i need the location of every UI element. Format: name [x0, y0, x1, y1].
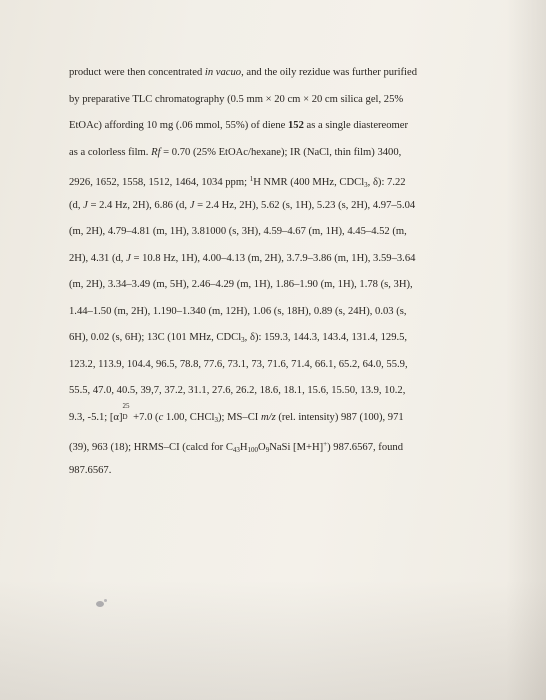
paragraph-line: 987.6567.: [69, 464, 112, 476]
paragraph-line: 2H), 4.31 (d, J = 10.8 Hz, 1H), 4.00–4.13 (m, 2H), 3.7.9–3.86 (m, 1H), 3.59–3.64: [69, 252, 416, 264]
paragraph-line: (39), 963 (18); HRMS–CI (calcd for $C_{43}H_{100}O_9NaSi$ [M+H]+) 987.6567, found: [69, 440, 404, 454]
paragraph-line: 55.5, 47.0, 40.5, 39,7, 37.2, 31.1, 27.6, 26.2, 18.6, 18.1, 15.6, 15.50, 13.9, 10.2,: [69, 385, 406, 396]
paragraph-line: (m, 2H), 4.79–4.81 (m, 1H), 3.81000 (s, 3H), 4.59–4.67 (m, 1H), 4.45–4.52 (m,: [69, 226, 407, 237]
experimental-paragraph: [69, 60, 499, 484]
paragraph-line: as a colorless film. Rf = 0.70 (25% EtOAc/hexane); IR (NaCl, thin film) 3400,: [69, 146, 402, 158]
paragraph-line: by preparative TLC chromatography (0.5 mm × 20 cm × 20 cm silica gel, 25%: [69, 93, 404, 105]
paragraph-line: 123.2, 113.9, 104.4, 96.5, 78.8, 77.6, 73.1, 73, 71.6, 71.4, 66.1, 65.2, 64.0, 55.9,: [69, 358, 408, 370]
paragraph-line: 1.44–1.50 (m, 2H), 1.190–1.340 (m, 12H), 1.06 (s, 18H), 0.89 (s, 24H), 0.03 (s,: [69, 305, 407, 317]
paragraph-line: (d, J = 2.4 Hz, 2H), 6.86 (d, J = 2.4 Hz, 2H), 5.62 (s, 1H), 5.23 (s, 2H), 4.97–5.04: [69, 199, 416, 211]
paragraph-line: 9.3, -5.1; [α] 25 D +7.0 (c 1.00, CHCl$_3$); MS–CI m/z (rel. intensity) 987 (100), 971: [69, 401, 404, 424]
paragraph-line: EtOAc) affording 10 mg (.06 mmol, 55%) of diene 152 as a single diastereomer: [69, 120, 409, 131]
ink-smudge: [92, 598, 110, 610]
paragraph-line: product were then concentrated in vacuo, and the oily rezidue was further purified: [69, 67, 417, 78]
page-bottom-shadow: [0, 580, 546, 700]
paragraph-line: 2926, 1652, 1558, 1512, 1464, 1034 ppm; $^1$H NMR (400 MHz, CDCl$_3$, δ): 7.22: [69, 175, 406, 189]
paragraph-line: 6H), 0.02 (s, 6H); 13C (101 MHz, CDCl$_3$, δ): 159.3, 144.3, 143.4, 131.4, 129.5,: [69, 332, 408, 344]
paragraph-line: (m, 2H), 3.34–3.49 (m, 5H), 2.46–4.29 (m, 1H), 1.86–1.90 (m, 1H), 1.78 (s, 3H),: [69, 279, 413, 290]
